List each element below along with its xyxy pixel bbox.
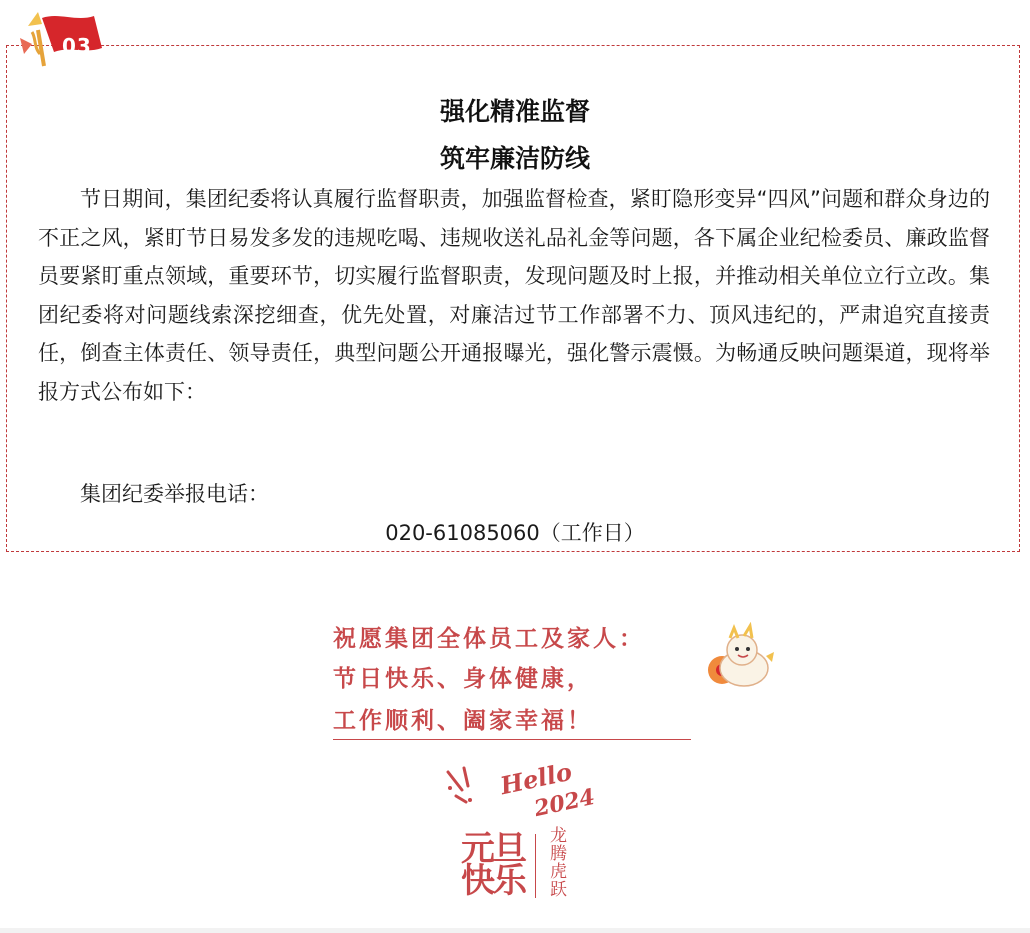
greeting-line2: 节日快乐、身体健康， <box>333 666 593 692</box>
logo-char: 快 <box>461 861 495 901</box>
hotline-number: 020-61085060（工作日） <box>385 521 645 545</box>
logo-char: 乐 <box>493 861 527 901</box>
section-heading-line2: 筑牢廉洁防线 <box>439 144 590 173</box>
dragon-mascot-icon <box>700 622 780 692</box>
greeting-underline <box>333 739 691 740</box>
hello-year: 2024 <box>531 783 598 823</box>
logo-char: 元 <box>461 829 495 869</box>
logo-vertical-text: 龙腾虎跃 <box>546 826 566 898</box>
footer-divider <box>0 928 1030 933</box>
hotline-label: 集团纪委举报电话： <box>80 482 269 506</box>
section-heading-line1: 强化精准监督 <box>439 97 590 126</box>
logo-divider <box>535 834 536 898</box>
hello-word: Hello <box>497 756 575 801</box>
greeting-line1: 祝愿集团全体员工及家人： <box>333 626 645 652</box>
greeting-line3: 工作顺利、阖家幸福！ <box>333 708 593 734</box>
logo-char: 旦 <box>493 829 527 869</box>
section-body: 节日期间，集团纪委将认真履行监督职责，加强监督检查，紧盯隐形变异“四风”问题和群众身边的不正之风，紧盯节日易发多发的违规吃喝、违规收送礼品礼金等问题，各下属企业纪检委员、廉政监督员要紧盯重点领域，重要环节，切实履行监督职责，发现问题及时上报，并推动相关单位立行立改。集团纪委将对问题线索深挖细查，优先处置，对廉洁过节工作部署不力、顶风违纪的，严肃追究直接责任，倒查主体责任、领导责任，典型问题公开通报曝光，强化警示震慑。为畅通反映问题渠道，现将举报方式公布如下： <box>38 187 990 404</box>
section-number: 03 <box>62 34 92 58</box>
